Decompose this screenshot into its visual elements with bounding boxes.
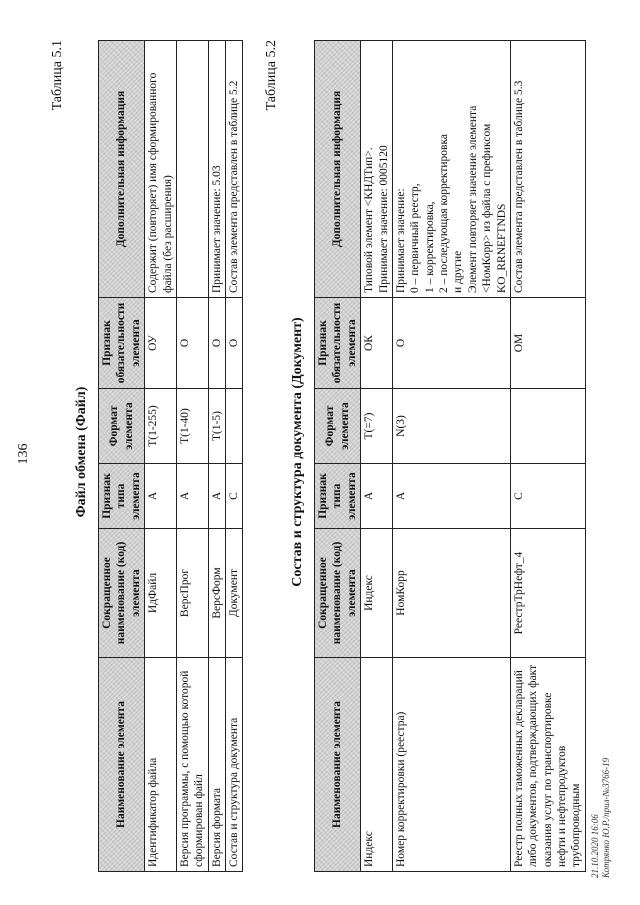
cell-info — [176, 41, 208, 298]
table-header-row — [315, 41, 361, 872]
cell-required: О — [392, 298, 510, 389]
header-element-format: Формат элемента — [315, 389, 361, 464]
cell-required: О — [226, 298, 243, 389]
stamp-author: Котрянко Ю.Р./прил-№3766-19 — [600, 757, 611, 878]
table-row — [392, 41, 510, 872]
cell-code: ИдФайл — [145, 529, 177, 658]
page-number: 136 — [16, 443, 31, 465]
table-row — [226, 41, 243, 872]
cell-name: Идентификатор файла — [145, 658, 177, 872]
cell-type: А — [176, 464, 208, 529]
table-row — [208, 41, 225, 872]
rotated-page — [10, 12, 630, 892]
header-element-required: Признак обязательности элемента — [99, 298, 145, 389]
cell-format — [510, 389, 585, 464]
cell-code: РеестрТрНефт_4 — [510, 529, 585, 658]
cell-code: Документ — [226, 529, 243, 658]
cell-required: ОУ — [145, 298, 177, 389]
cell-info: Состав элемента представлен в таблице 5.2 — [226, 41, 243, 298]
cell-name: Номер корректировки (реестра) — [392, 658, 510, 872]
table-5-1-caption: Таблица 5.1 — [50, 40, 65, 111]
cell-name: Индекс — [361, 658, 393, 872]
table-row — [510, 41, 585, 872]
cell-type: А — [392, 464, 510, 529]
cell-name: Реестр полных таможенных деклараций либо документов, подтверждающих факт оказания услуг по транспортировке нефти и нефтепродуктов трубопроводным — [510, 658, 585, 872]
cell-info: Типовой элемент <КНДТип>. Принимает значение: 0005120 — [361, 41, 393, 298]
cell-code: Индекс — [361, 529, 393, 658]
stamp-date: 21.10.2020 16:06 — [590, 814, 600, 878]
table-5-2-title: Состав и структура документа (Документ) — [290, 317, 305, 587]
cell-code: НомКорр — [392, 529, 510, 658]
header-element-name: Наименование элемента — [315, 658, 361, 872]
header-element-code: Сокращенное наименование (код) элемента — [99, 529, 145, 658]
header-additional-info: Дополнительная информация — [99, 41, 145, 298]
table-row — [176, 41, 208, 872]
cell-info: Содержит (повторяет) имя сформированного файла (без расширения) — [145, 41, 177, 298]
cell-info: Принимает значение: 5.03 — [208, 41, 225, 298]
cell-code: ВерсФорм — [208, 529, 225, 658]
header-element-code: Сокращенное наименование (код) элемента — [315, 529, 361, 658]
cell-required: О — [208, 298, 225, 389]
table-5-2 — [314, 40, 586, 872]
table-header-row — [99, 41, 145, 872]
cell-code: ВерсПрог — [176, 529, 208, 658]
cell-name: Версия программы, с помощью которой сформирован файл — [176, 658, 208, 872]
header-element-name: Наименование элемента — [99, 658, 145, 872]
cell-name: Состав и структура документа — [226, 658, 243, 872]
table-row — [145, 41, 177, 872]
cell-format — [226, 389, 243, 464]
cell-format: T(=7) — [361, 389, 393, 464]
cell-required: ОК — [361, 298, 393, 389]
cell-required: ОМ — [510, 298, 585, 389]
cell-format: T(1-40) — [176, 389, 208, 464]
header-element-type: Признак типа элемента — [99, 464, 145, 529]
header-element-required: Признак обязательности элемента — [315, 298, 361, 389]
table-5-2-caption: Таблица 5.2 — [264, 40, 279, 111]
cell-format: T(1-5) — [208, 389, 225, 464]
cell-format: T(1-255) — [145, 389, 177, 464]
cell-required: О — [176, 298, 208, 389]
cell-info: Принимает значение: 0 – первичный реестр, 1 – корректировка, 2 – последующая корректировка и другие Элемент повторяет значение элемента <НомКорр> из файла с префиксом KO_RRNEFTNDS — [392, 41, 510, 298]
table-row — [361, 41, 393, 872]
table-5-1-title: Файл обмена (Файл) — [74, 386, 89, 518]
cell-type: А — [208, 464, 225, 529]
cell-name: Версия формата — [208, 658, 225, 872]
cell-type: С — [510, 464, 585, 529]
cell-type: А — [361, 464, 393, 529]
header-additional-info: Дополнительная информация — [315, 41, 361, 298]
cell-type: А — [145, 464, 177, 529]
cell-info: Состав элемента представлен в таблице 5.3 — [510, 41, 585, 298]
table-5-1 — [98, 40, 243, 872]
cell-type: С — [226, 464, 243, 529]
header-element-type: Признак типа элемента — [315, 464, 361, 529]
header-element-format: Формат элемента — [99, 389, 145, 464]
signature-stamp — [590, 758, 612, 878]
cell-format: N(3) — [392, 389, 510, 464]
